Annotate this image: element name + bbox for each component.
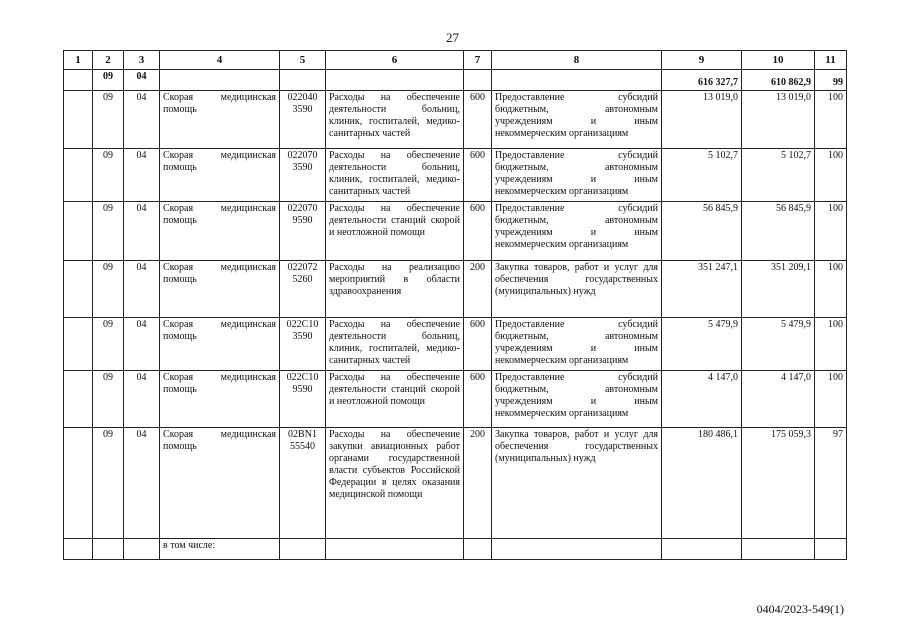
- code-cell: [280, 371, 326, 428]
- cell: [815, 539, 847, 560]
- name-cell: Скорая медицинская помощь: [160, 91, 280, 149]
- table-row: [64, 91, 847, 149]
- cell: [280, 539, 326, 560]
- type-name-cell: Предоставление субсидий бюджетным, автономным учреждениям и иным некоммерческим организациям: [492, 149, 662, 202]
- section-cell: 09: [93, 318, 124, 371]
- table-row: [64, 261, 847, 318]
- table-row: [64, 318, 847, 371]
- col-header: 10: [742, 51, 815, 70]
- code-part-2: 5260: [292, 274, 313, 285]
- footer-row: [64, 539, 847, 560]
- row-index-cell: [64, 261, 93, 318]
- page-number: 27: [446, 30, 459, 45]
- name-cell: Скорая медицинская помощь: [160, 318, 280, 371]
- plan-cell: 13 019,0: [662, 91, 742, 149]
- col-header: 4: [160, 51, 280, 70]
- pct-cell: 100: [815, 371, 847, 428]
- table-row: [64, 202, 847, 261]
- row-index-cell: [64, 318, 93, 371]
- subsection-cell: 04: [124, 261, 160, 318]
- code-cell: [280, 149, 326, 202]
- subsection-cell: 04: [124, 202, 160, 261]
- purpose-cell: Расходы на обеспечение деятельности станций скорой и неотложной помощи: [326, 202, 464, 261]
- code-part-1: 022070: [287, 203, 318, 214]
- pct-cell: 100: [815, 202, 847, 261]
- subsection-cell: 04: [124, 91, 160, 149]
- col-header: 11: [815, 51, 847, 70]
- pct-cell: 100: [815, 91, 847, 149]
- type-cell: 600: [464, 91, 492, 149]
- exec-cell: 56 845,9: [742, 202, 815, 261]
- code-part-2: 3590: [292, 104, 313, 115]
- type-cell: 600: [464, 318, 492, 371]
- col-header: 8: [492, 51, 662, 70]
- cell: [492, 70, 662, 91]
- code-part-1: 02BN1: [288, 429, 317, 440]
- cell: [492, 539, 662, 560]
- plan-cell: 56 845,9: [662, 202, 742, 261]
- type-cell: 200: [464, 428, 492, 539]
- code-part-2: 3590: [292, 162, 313, 173]
- code-part-1: 022C10: [286, 319, 319, 330]
- col-header: 7: [464, 51, 492, 70]
- col-header: 2: [93, 51, 124, 70]
- code-part-2: 9590: [292, 384, 313, 395]
- type-cell: 600: [464, 202, 492, 261]
- subsection-cell: 04: [124, 371, 160, 428]
- col-header: 5: [280, 51, 326, 70]
- name-cell: Скорая медицинская помощь: [160, 202, 280, 261]
- section-cell: 09: [93, 70, 124, 91]
- subsection-cell: 04: [124, 428, 160, 539]
- table-row: [64, 428, 847, 539]
- row-index-cell: [64, 149, 93, 202]
- section-cell: 09: [93, 91, 124, 149]
- row-index-cell: [64, 371, 93, 428]
- type-cell: 200: [464, 261, 492, 318]
- row-index-cell: [64, 428, 93, 539]
- type-cell: 600: [464, 371, 492, 428]
- col-header: 6: [326, 51, 464, 70]
- cell: [160, 70, 280, 91]
- purpose-cell: Расходы на обеспечение закупки авиационных работ органами государственной власти субъектов Российской Федерации в целях оказания медицинской помощи: [326, 428, 464, 539]
- type-cell: 600: [464, 149, 492, 202]
- code-part-1: 022072: [287, 262, 318, 273]
- exec-total: 610 862,9: [742, 70, 815, 91]
- cell: [464, 70, 492, 91]
- type-name-cell: Предоставление субсидий бюджетным, автономным учреждениям и иным некоммерческим организациям: [492, 91, 662, 149]
- plan-cell: 4 147,0: [662, 371, 742, 428]
- cell: [280, 70, 326, 91]
- col-header: 3: [124, 51, 160, 70]
- name-cell: Скорая медицинская помощь: [160, 261, 280, 318]
- row-index-cell: [64, 202, 93, 261]
- section-cell: 09: [93, 261, 124, 318]
- exec-cell: 4 147,0: [742, 371, 815, 428]
- section-cell: 09: [93, 149, 124, 202]
- section-cell: 09: [93, 371, 124, 428]
- plan-cell: 5 102,7: [662, 149, 742, 202]
- subsection-cell: 04: [124, 318, 160, 371]
- cell: [662, 539, 742, 560]
- header-row: [64, 51, 847, 70]
- cell: [64, 539, 93, 560]
- exec-cell: 13 019,0: [742, 91, 815, 149]
- purpose-cell: Расходы на обеспечение деятельности больниц, клиник, госпиталей, медико-санитарных частей: [326, 91, 464, 149]
- code-part-1: 022C10: [286, 372, 319, 383]
- section-cell: 09: [93, 202, 124, 261]
- cell: [326, 70, 464, 91]
- code-cell: [280, 318, 326, 371]
- code-part-1: 022040: [287, 92, 318, 103]
- exec-cell: 351 209,1: [742, 261, 815, 318]
- type-name-cell: Предоставление субсидий бюджетным, автономным учреждениям и иным некоммерческим организациям: [492, 371, 662, 428]
- type-name-cell: Предоставление субсидий бюджетным, автономным учреждениям и иным некоммерческим организациям: [492, 318, 662, 371]
- cell: [742, 539, 815, 560]
- code-cell: [280, 91, 326, 149]
- table-row: [64, 371, 847, 428]
- cell: [326, 539, 464, 560]
- section-cell: 09: [93, 428, 124, 539]
- purpose-cell: Расходы на обеспечение деятельности больниц, клиник, госпиталей, медико-санитарных частей: [326, 149, 464, 202]
- pct-cell: 97: [815, 428, 847, 539]
- plan-cell: 5 479,9: [662, 318, 742, 371]
- purpose-cell: Расходы на обеспечение деятельности станций скорой и неотложной помощи: [326, 371, 464, 428]
- document-code: 0404/2023-549(1): [756, 602, 844, 616]
- pct-cell: 100: [815, 318, 847, 371]
- type-name-cell: Закупка товаров, работ и услуг для обеспечения государственных (муниципальных) нужд: [492, 428, 662, 539]
- subsection-cell: 04: [124, 149, 160, 202]
- plan-total: 616 327,7: [662, 70, 742, 91]
- row-index-cell: [64, 91, 93, 149]
- budget-table: [63, 50, 847, 560]
- plan-cell: 351 247,1: [662, 261, 742, 318]
- cell: [124, 539, 160, 560]
- purpose-cell: Расходы на обеспечение деятельности больниц, клиник, госпиталей, медико-санитарных частей: [326, 318, 464, 371]
- purpose-cell: Расходы на реализацию мероприятий в области здравоохранения: [326, 261, 464, 318]
- including-label: в том числе:: [160, 539, 280, 560]
- pct-cell: 100: [815, 149, 847, 202]
- name-cell: Скорая медицинская помощь: [160, 371, 280, 428]
- code-cell: [280, 202, 326, 261]
- table-row: [64, 149, 847, 202]
- cell: [93, 539, 124, 560]
- type-name-cell: Закупка товаров, работ и услуг для обеспечения государственных (муниципальных) нужд: [492, 261, 662, 318]
- code-cell: [280, 261, 326, 318]
- summary-row: [64, 70, 847, 91]
- cell: [64, 70, 93, 91]
- name-cell: Скорая медицинская помощь: [160, 149, 280, 202]
- name-cell: Скорая медицинская помощь: [160, 428, 280, 539]
- cell: [464, 539, 492, 560]
- code-part-2: 55540: [290, 441, 315, 452]
- subsection-cell: 04: [124, 70, 160, 91]
- code-part-2: 9590: [292, 215, 313, 226]
- code-part-1: 022070: [287, 150, 318, 161]
- exec-cell: 5 479,9: [742, 318, 815, 371]
- exec-cell: 5 102,7: [742, 149, 815, 202]
- plan-cell: 180 486,1: [662, 428, 742, 539]
- code-part-2: 3590: [292, 331, 313, 342]
- code-cell: [280, 428, 326, 539]
- exec-cell: 175 059,3: [742, 428, 815, 539]
- pct-cell: 100: [815, 261, 847, 318]
- type-name-cell: Предоставление субсидий бюджетным, автономным учреждениям и иным некоммерческим организациям: [492, 202, 662, 261]
- col-header: 9: [662, 51, 742, 70]
- pct-total: 99: [815, 70, 847, 91]
- col-header: 1: [64, 51, 93, 70]
